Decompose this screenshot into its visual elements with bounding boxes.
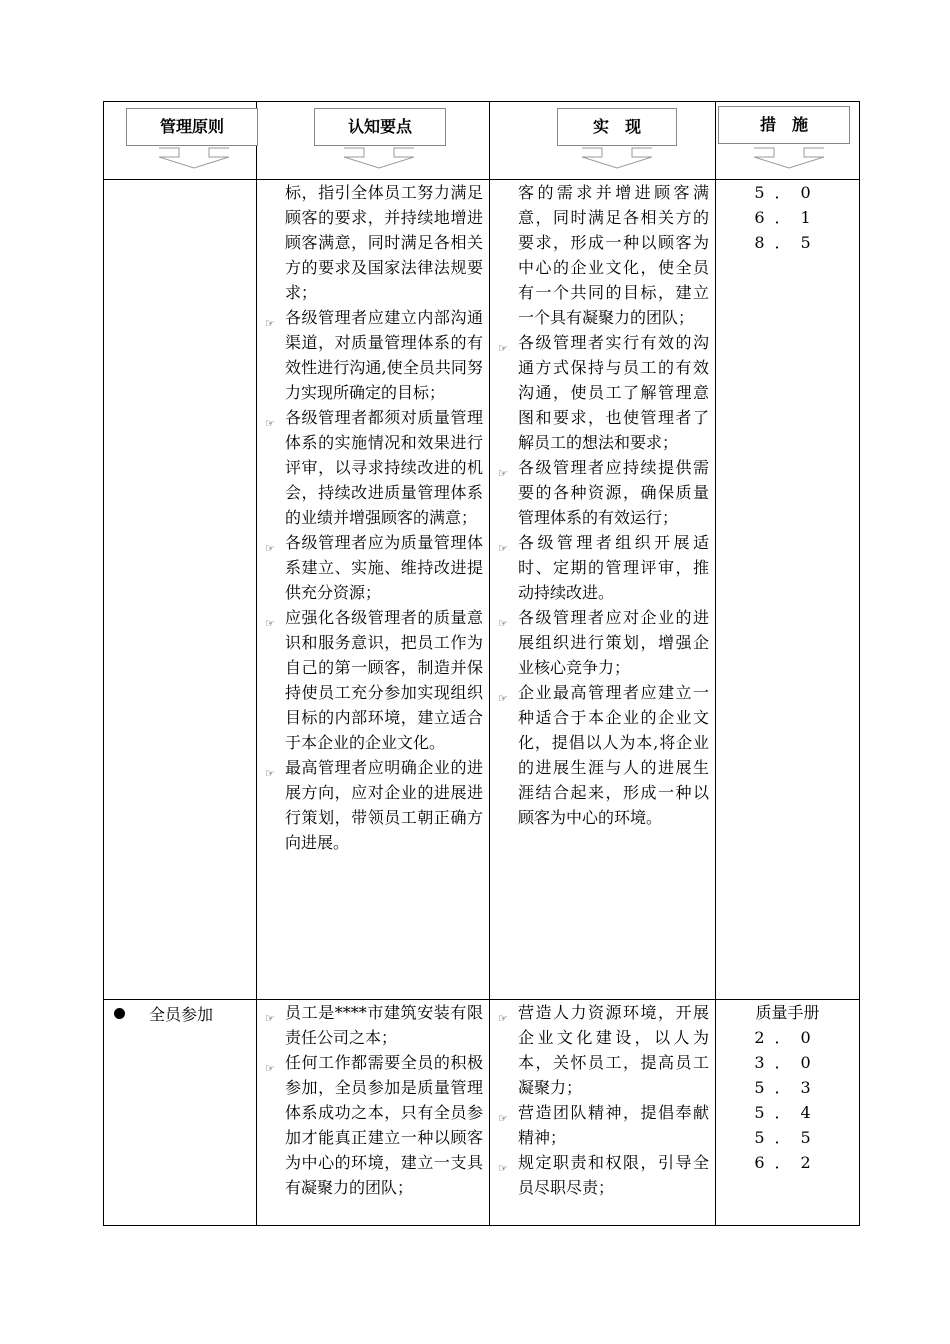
- header-cell-realize: [490, 102, 716, 180]
- measures-list: [716, 180, 859, 255]
- measures-title: 质量手册: [755, 1003, 820, 1022]
- list-item-text: 各级管理者应持续提供需要的各种资源，确保质量管理体系的有效运行；: [518, 458, 709, 527]
- measure-clause: 3．0: [754, 1053, 821, 1072]
- list-item-text: 各级管理者实行有效的沟通方式保持与员工的有效沟通，使员工了解管理意图和要求，也使管理者了解员工的想法和要求；: [518, 333, 709, 452]
- list-item-text: 营造人力资源环境，开展企业文化建设，以人为本，关怀员工，提高员工凝聚力；: [518, 1003, 709, 1097]
- realize-list: [490, 1000, 715, 1200]
- list-item-text: 各级管理者组织开展适时、定期的管理评审，推动持续改进。: [518, 533, 709, 602]
- header-realize: 实 现: [557, 108, 677, 146]
- measures-cell: [716, 1000, 860, 1226]
- header-cell-measures: [716, 102, 860, 180]
- cognition-list: [257, 1000, 489, 1200]
- down-arrow-icon: [754, 147, 824, 169]
- list-item-text: 员工是****市建筑安装有限责任公司之本；: [285, 1003, 483, 1047]
- table-row: [104, 1000, 860, 1226]
- cognition-cell: [257, 1000, 490, 1226]
- pointing-hand-icon: ☞: [498, 692, 508, 705]
- measure-clause: 5．4: [754, 1103, 821, 1122]
- pointing-hand-icon: ☞: [498, 1012, 508, 1025]
- list-item-text: 各级管理者都须对质量管理体系的实施情况和效果进行评审，以寻求持续改进的机会，持续改进质量管理体系的业绩并增强顾客的满意；: [285, 408, 483, 527]
- realize-cell: [490, 1000, 716, 1226]
- down-arrow-icon: [344, 147, 414, 169]
- list-item: [490, 1100, 715, 1150]
- cognition-cell: [257, 180, 490, 1000]
- measure-clause: 6．1: [754, 208, 821, 227]
- list-item-text: 应强化各级管理者的质量意识和服务意识，把员工作为自己的第一顾客，制造并保持使员工充分参加实现组织目标的内部环境，建立适合于本企业的企业文化。: [285, 608, 483, 752]
- list-item-text: 最高管理者应明确企业的进展方向，应对企业的进展进行策划，带领员工朝正确方向进展。: [285, 758, 483, 852]
- principles-table: [103, 101, 860, 1226]
- list-item-text: 各级管理者应对企业的进展组织进行策划，增强企业核心竞争力；: [518, 608, 709, 677]
- measure-clause: 5．3: [754, 1078, 821, 1097]
- header-row: [104, 102, 860, 180]
- pointing-hand-icon: ☞: [265, 542, 275, 555]
- measure-clause: 5．0: [754, 183, 821, 202]
- list-item: [490, 1000, 715, 1100]
- list-item: [257, 1000, 489, 1050]
- pointing-hand-icon: ☞: [265, 767, 275, 780]
- down-arrow-icon: [582, 147, 652, 169]
- principle-label: 全员参加: [149, 1005, 214, 1024]
- list-item: [257, 530, 489, 605]
- list-item: [257, 180, 489, 305]
- pointing-hand-icon: ☞: [498, 542, 508, 555]
- realize-cell: [490, 180, 716, 1000]
- measure-clause: 8．5: [754, 233, 821, 252]
- table-row: [104, 180, 860, 1000]
- list-item: [490, 1150, 715, 1200]
- pointing-hand-icon: ☞: [265, 1062, 275, 1075]
- measure-clause: 2．0: [754, 1028, 821, 1047]
- list-item-text: 规定职责和权限，引导全员尽职尽责；: [518, 1153, 709, 1197]
- header-measures: 措 施: [718, 106, 850, 144]
- measures-cell: [716, 180, 860, 1000]
- list-item-text: 各级管理者应建立内部沟通渠道，对质量管理体系的有效性进行沟通,使全员共同努力实现所确定的目标；: [285, 308, 483, 402]
- list-item: [490, 455, 715, 530]
- list-item-text: 任何工作都需要全员的积极参加，全员参加是质量管理体系成功之本，只有全员参加才能真正建立一种以顾客为中心的环境，建立一支具有凝聚力的团队；: [285, 1053, 483, 1197]
- list-item: [257, 755, 489, 855]
- pointing-hand-icon: ☞: [498, 467, 508, 480]
- pointing-hand-icon: ☞: [265, 417, 275, 430]
- list-item: [257, 305, 489, 405]
- list-item: [257, 605, 489, 755]
- list-item-text: 各级管理者应为质量管理体系建立、实施、维持改进提供充分资源；: [285, 533, 483, 602]
- cognition-list: [257, 180, 489, 855]
- list-item: [490, 330, 715, 455]
- realize-list: [490, 180, 715, 830]
- measure-clause: 6．2: [754, 1153, 821, 1172]
- principle-cell: [104, 1000, 257, 1226]
- list-item: [490, 530, 715, 605]
- pointing-hand-icon: ☞: [265, 617, 275, 630]
- pointing-hand-icon: ☞: [498, 1162, 508, 1175]
- list-item-text: 客的需求并增进顾客满意，同时满足各相关方的要求，形成一种以顾客为中心的企业文化，使全员有一个共同的目标，建立一个具有凝聚力的团队；: [518, 183, 709, 327]
- pointing-hand-icon: ☞: [498, 1112, 508, 1125]
- down-arrow-icon: [159, 147, 229, 169]
- list-item: [490, 680, 715, 830]
- pointing-hand-icon: ☞: [265, 317, 275, 330]
- pointing-hand-icon: ☞: [265, 1012, 275, 1025]
- header-cell-cognition: [257, 102, 490, 180]
- list-item: [490, 605, 715, 680]
- bullet-dot-icon: [114, 1008, 125, 1019]
- list-item: [490, 180, 715, 330]
- list-item: [257, 1050, 489, 1200]
- pointing-hand-icon: ☞: [498, 342, 508, 355]
- header-principle: 管理原则: [126, 108, 258, 146]
- pointing-hand-icon: ☞: [498, 617, 508, 630]
- measures-list: [716, 1000, 859, 1175]
- principle-cell-empty: [104, 180, 257, 1000]
- list-item-text: 企业最高管理者应建立一种适合于本企业的企业文化，提倡以人为本,将企业的进展生涯与人的进展生涯结合起来，形成一种以顾客为中心的环境。: [518, 683, 709, 827]
- header-cognition: 认知要点: [314, 108, 446, 146]
- list-item: [257, 405, 489, 530]
- list-item-text: 营造团队精神，提倡奉献精神；: [518, 1103, 709, 1147]
- list-item-text: 标，指引全体员工努力满足顾客的要求，并持续地增进顾客满意，同时满足各相关方的要求及国家法律法规要求；: [285, 183, 483, 302]
- measure-clause: 5．5: [754, 1128, 821, 1147]
- header-cell-principle: [104, 102, 257, 180]
